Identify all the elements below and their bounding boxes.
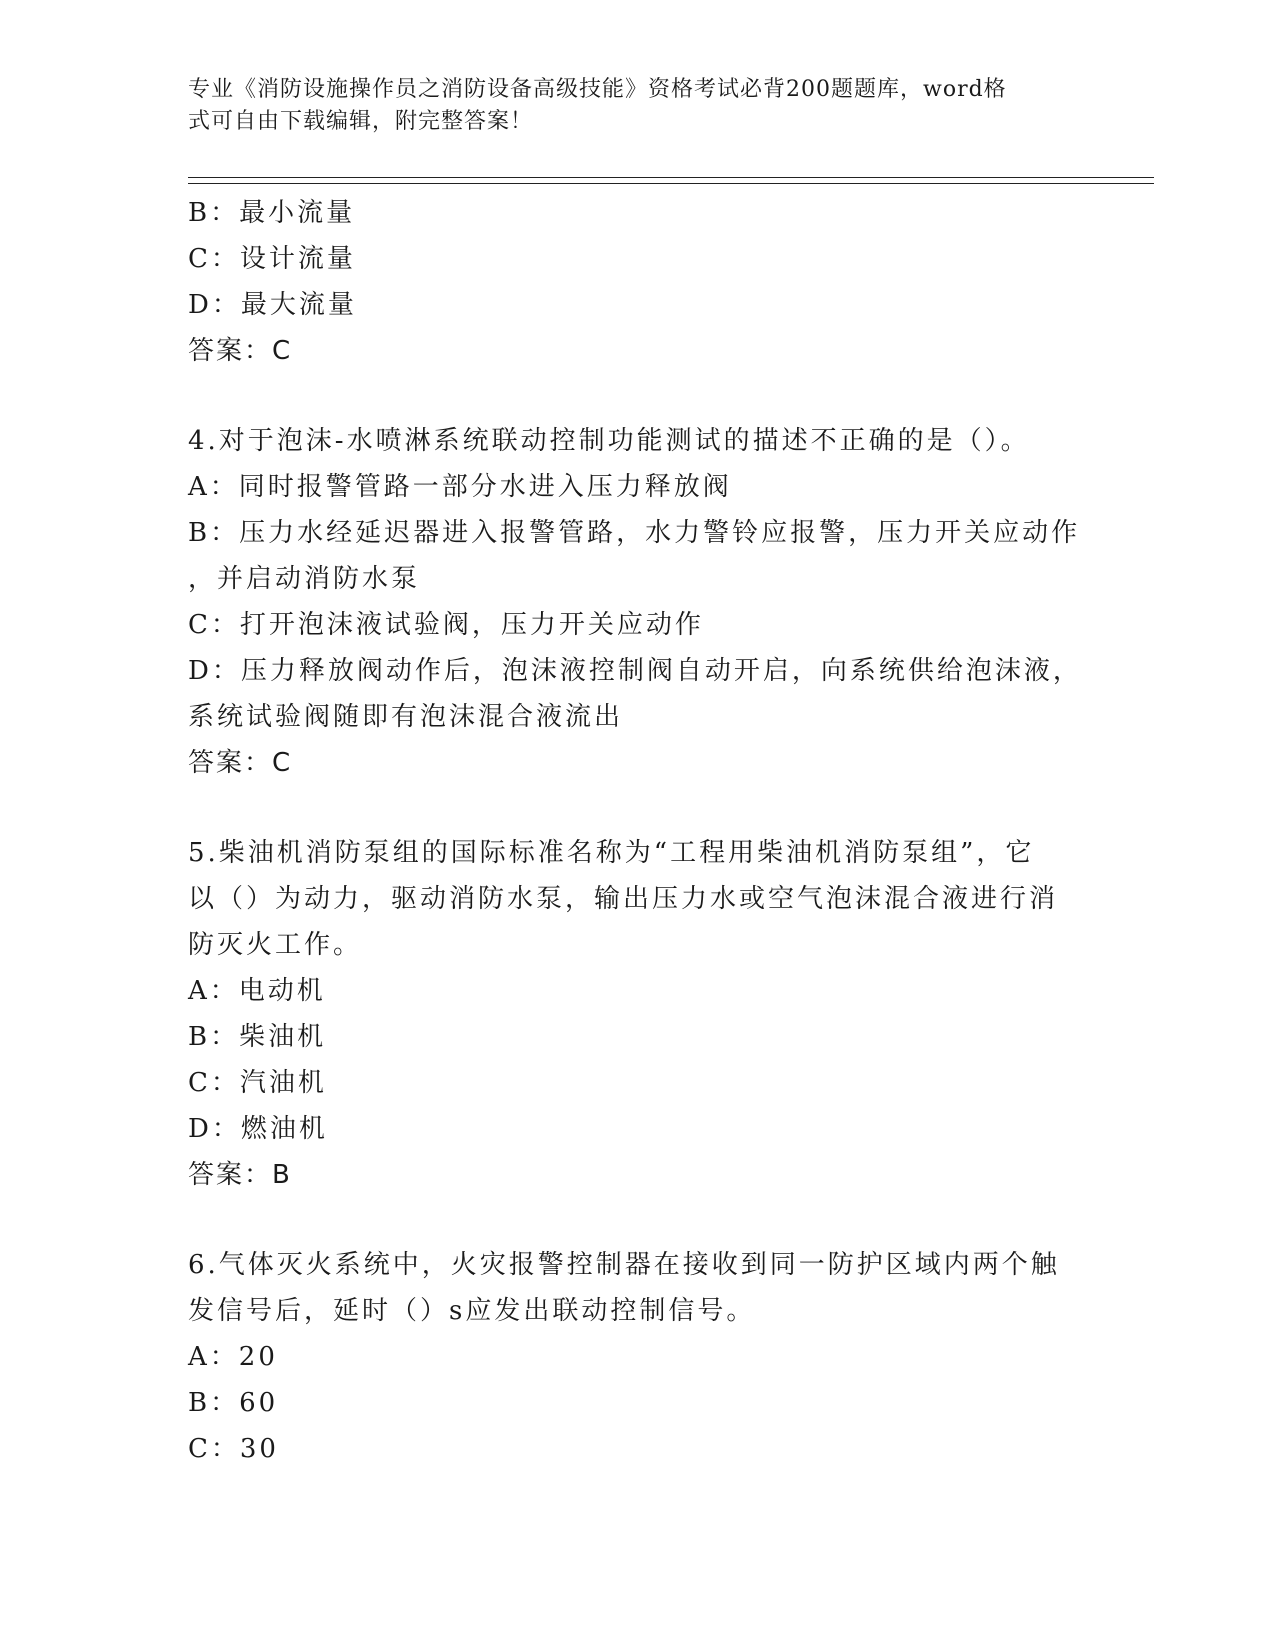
question-stem: 5.柴油机消防泵组的国际标准名称为“工程用柴油机消防泵组”，它 — [188, 838, 1035, 868]
option-d-continued: 系统试验阀随即有泡沫混合液流出 — [188, 702, 624, 732]
option-d: D：压力释放阀动作后，泡沫液控制阀自动开启，向系统供给泡沫液， — [188, 656, 1082, 686]
option-c: C：打开泡沫液试验阀，压力开关应动作 — [188, 610, 704, 640]
question-stem: 防灭火工作。 — [188, 930, 363, 960]
question-stem: 发信号后，延时（）s应发出联动控制信号。 — [188, 1296, 756, 1326]
question-stem: 6.气体灭火系统中，火灾报警控制器在接收到同一防护区域内两个触 — [188, 1250, 1060, 1280]
option-c: C：设计流量 — [188, 244, 356, 274]
question-6 — [188, 1242, 1088, 1472]
document-header — [188, 74, 1068, 138]
question-3-tail — [188, 190, 1088, 374]
question-5 — [188, 830, 1088, 1198]
question-stem: 以（）为动力，驱动消防水泵，输出压力水或空气泡沫混合液进行消 — [188, 884, 1059, 914]
option-c: C：30 — [188, 1434, 279, 1464]
question-4 — [188, 418, 1088, 786]
option-a: A：同时报警管路一部分水进入压力释放阀 — [188, 472, 732, 502]
spacer — [188, 786, 1088, 830]
option-b: B：压力水经延迟器进入报警管路，水力警铃应报警，压力开关应动作 — [188, 518, 1081, 548]
option-d: D：燃油机 — [188, 1114, 328, 1144]
option-a: A：电动机 — [188, 976, 326, 1006]
spacer — [188, 1198, 1088, 1242]
question-stem: 4.对于泡沫-水喷淋系统联动控制功能测试的描述不正确的是（）。 — [188, 426, 1030, 456]
header-line-1: 专业《消防设施操作员之消防设备高级技能》资格考试必背200题题库，word格 — [188, 77, 1007, 102]
option-a: A：20 — [188, 1342, 278, 1372]
option-b: B：最小流量 — [188, 198, 356, 228]
option-d: D：最大流量 — [188, 290, 357, 320]
question-list — [188, 190, 1088, 1472]
answer: 答案：C — [188, 748, 293, 778]
header-rule-top — [188, 177, 1154, 178]
option-b: B：60 — [188, 1388, 279, 1418]
answer: 答案：C — [188, 336, 293, 366]
header-rule-bottom — [188, 183, 1154, 184]
answer: 答案：B — [188, 1160, 292, 1190]
option-b: B：柴油机 — [188, 1022, 327, 1052]
option-c: C：汽油机 — [188, 1068, 327, 1098]
option-b-continued: ，并启动消防水泵 — [188, 564, 421, 594]
header-line-2: 式可自由下载编辑，附完整答案！ — [188, 109, 534, 134]
spacer — [188, 374, 1088, 418]
